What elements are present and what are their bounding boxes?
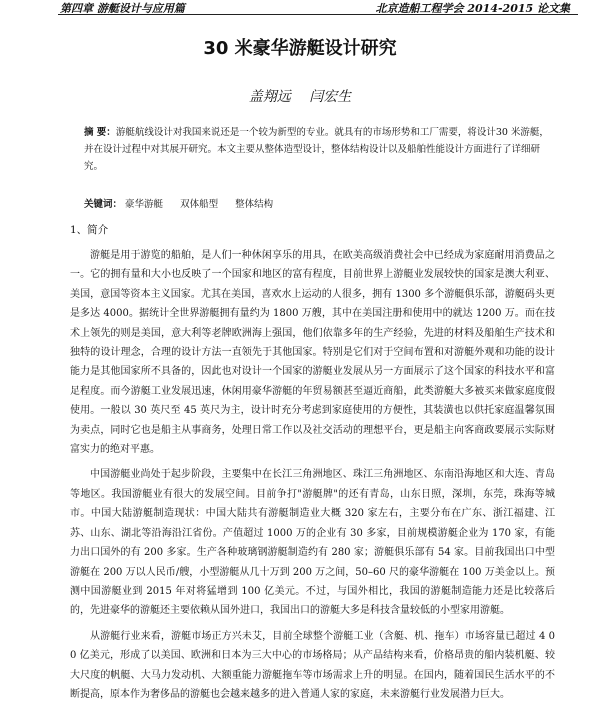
abstract-text: 游艇航线设计对我国来说还是一个较为新型的专业。就具有的市场形势和工厂需要，将设计30 米游艇，并在设计过程中对其展开研究。本文主要从整体造型设计，整体结构设计以及船舶性能设计方面进行了详细研究。 xyxy=(84,127,549,172)
running-header xyxy=(0,0,600,14)
header-chapter: 第四章 游艇设计与应用篇 xyxy=(60,2,185,15)
header-proceedings: 北京造船工程学会 2014-2015 论文集 xyxy=(375,2,570,15)
keyword: 整体结构 xyxy=(235,199,274,210)
author-list xyxy=(0,86,600,106)
paragraph: 中国游艇业尚处于起步阶段，主要集中在长江三角洲地区、珠江三角洲地区、东南沿海地区和大连、青岛等地区。我国游艇业有很大的发展空间。目前争打"游艇牌"的还有青岛，山东日照，深圳，东莞，珠海等城市。中国大陆游艇制造现状：中国大陆共有游艇制造业大概 320 家左右，主要分布在广东、浙江福建、江苏、山东、湖北等沿海沿江省份。产值超过 1000 万的企业有 30 多家，目前规模游艇企业为 170 家，有能力出口国外的有 200 多家。生产各种玻璃钢游艇制造约有 280 家；游艇俱乐部有 54 家。目前我国出口中型游艇在 200 万以人民币/艘，小型游艇从几十万到 200 万之间，50–60 尺的豪华游艇在 100 万美金以上。预测中国游艇业到 2015 年对将猛增到 100 亿美元。不过，与国外相比，我国的游艇制造能力还是比较落后的，先进豪华的游艇还主要依赖从国外进口，我国出口的游艇大多是科技含量较低的小型家用游艇。 xyxy=(70,469,555,617)
author-name: 闫宏生 xyxy=(309,89,352,105)
section-heading: 1、简介 xyxy=(70,224,109,236)
keywords-label: 关键词： xyxy=(84,199,123,210)
keyword: 双体船型 xyxy=(180,199,219,210)
abstract-label: 摘 要： xyxy=(84,127,116,138)
paragraph: 游艇是用于游览的船舶，是人们一种休闲享乐的用具，在欧美高级消费社会中已经成为家庭耐用消费品之一。它的拥有量和大小也反映了一个国家和地区的富有程度，目前世界上游艇业发展较快的国家是澳大利亚、美国，意国等资本主义国家。尤其在美国，喜欢水上运动的人很多，拥有 1300 多个游艇俱乐部，游艇码头更是多达 4000。据统计全世界游艇拥有量约为 1800 万艘，其中在美国注册和使用中的就达 1200 万。而在技术上领先的则是美国，意大利等老牌欧洲海上强国，他们依靠多年的生产经验，先进的材料及船舶生产技术和独特的设计理念，合理的设计方法一直领先于其他国家。特别是它们对于空间布置和对游艇外观和功能的设计能力是其他国家所不具备的，因此也对设计一个国家的游艇业发展从另一方面展示了这个国家的科技水平和富足程度。而今游艇工业发展迅速，休闲用豪华游艇的年贸易额甚至逼近商船，此类游艇大多被买来做家庭度假使用。一般以 30 英尺至 45 英尺为主，设计时充分考虑到家庭使用的方便性，其装潢也以供托家庭温馨氛围为卖点，同时它也是船主从事商务，处理日常工作以及社交活动的理想平台，更是船主向客商政要展示实际财富实力的绝对平惠。 xyxy=(70,250,555,456)
abstract xyxy=(84,124,554,175)
paragraph: 从游艇行业来看，游艇市场正方兴未艾，目前全球整个游艇工业（含艇、机、拖车）市场容量已超过 4 0 0 亿美元，形成了以美国、欧洲和日本为三大中心的市场格局；从产品结构来看，价格昂贵的船内装机艇、较大尺度的帆艇、大马力发动机、大额重能力游艇拖车等市场需求上升的明显。在国内，随着国民生活水平的不断提高，原本作为奢侈品的游艇也会越来越多的进入普通人家的家庭，未来游艇行业发展潜力巨大。 xyxy=(70,630,555,700)
body-text xyxy=(70,246,555,710)
author-name: 盖翔远 xyxy=(248,89,291,105)
header-rule xyxy=(58,14,578,15)
paper-title: 30 米豪华游艇设计研究 xyxy=(203,38,397,59)
keyword: 豪华游艇 xyxy=(125,199,164,210)
keywords xyxy=(84,196,554,210)
